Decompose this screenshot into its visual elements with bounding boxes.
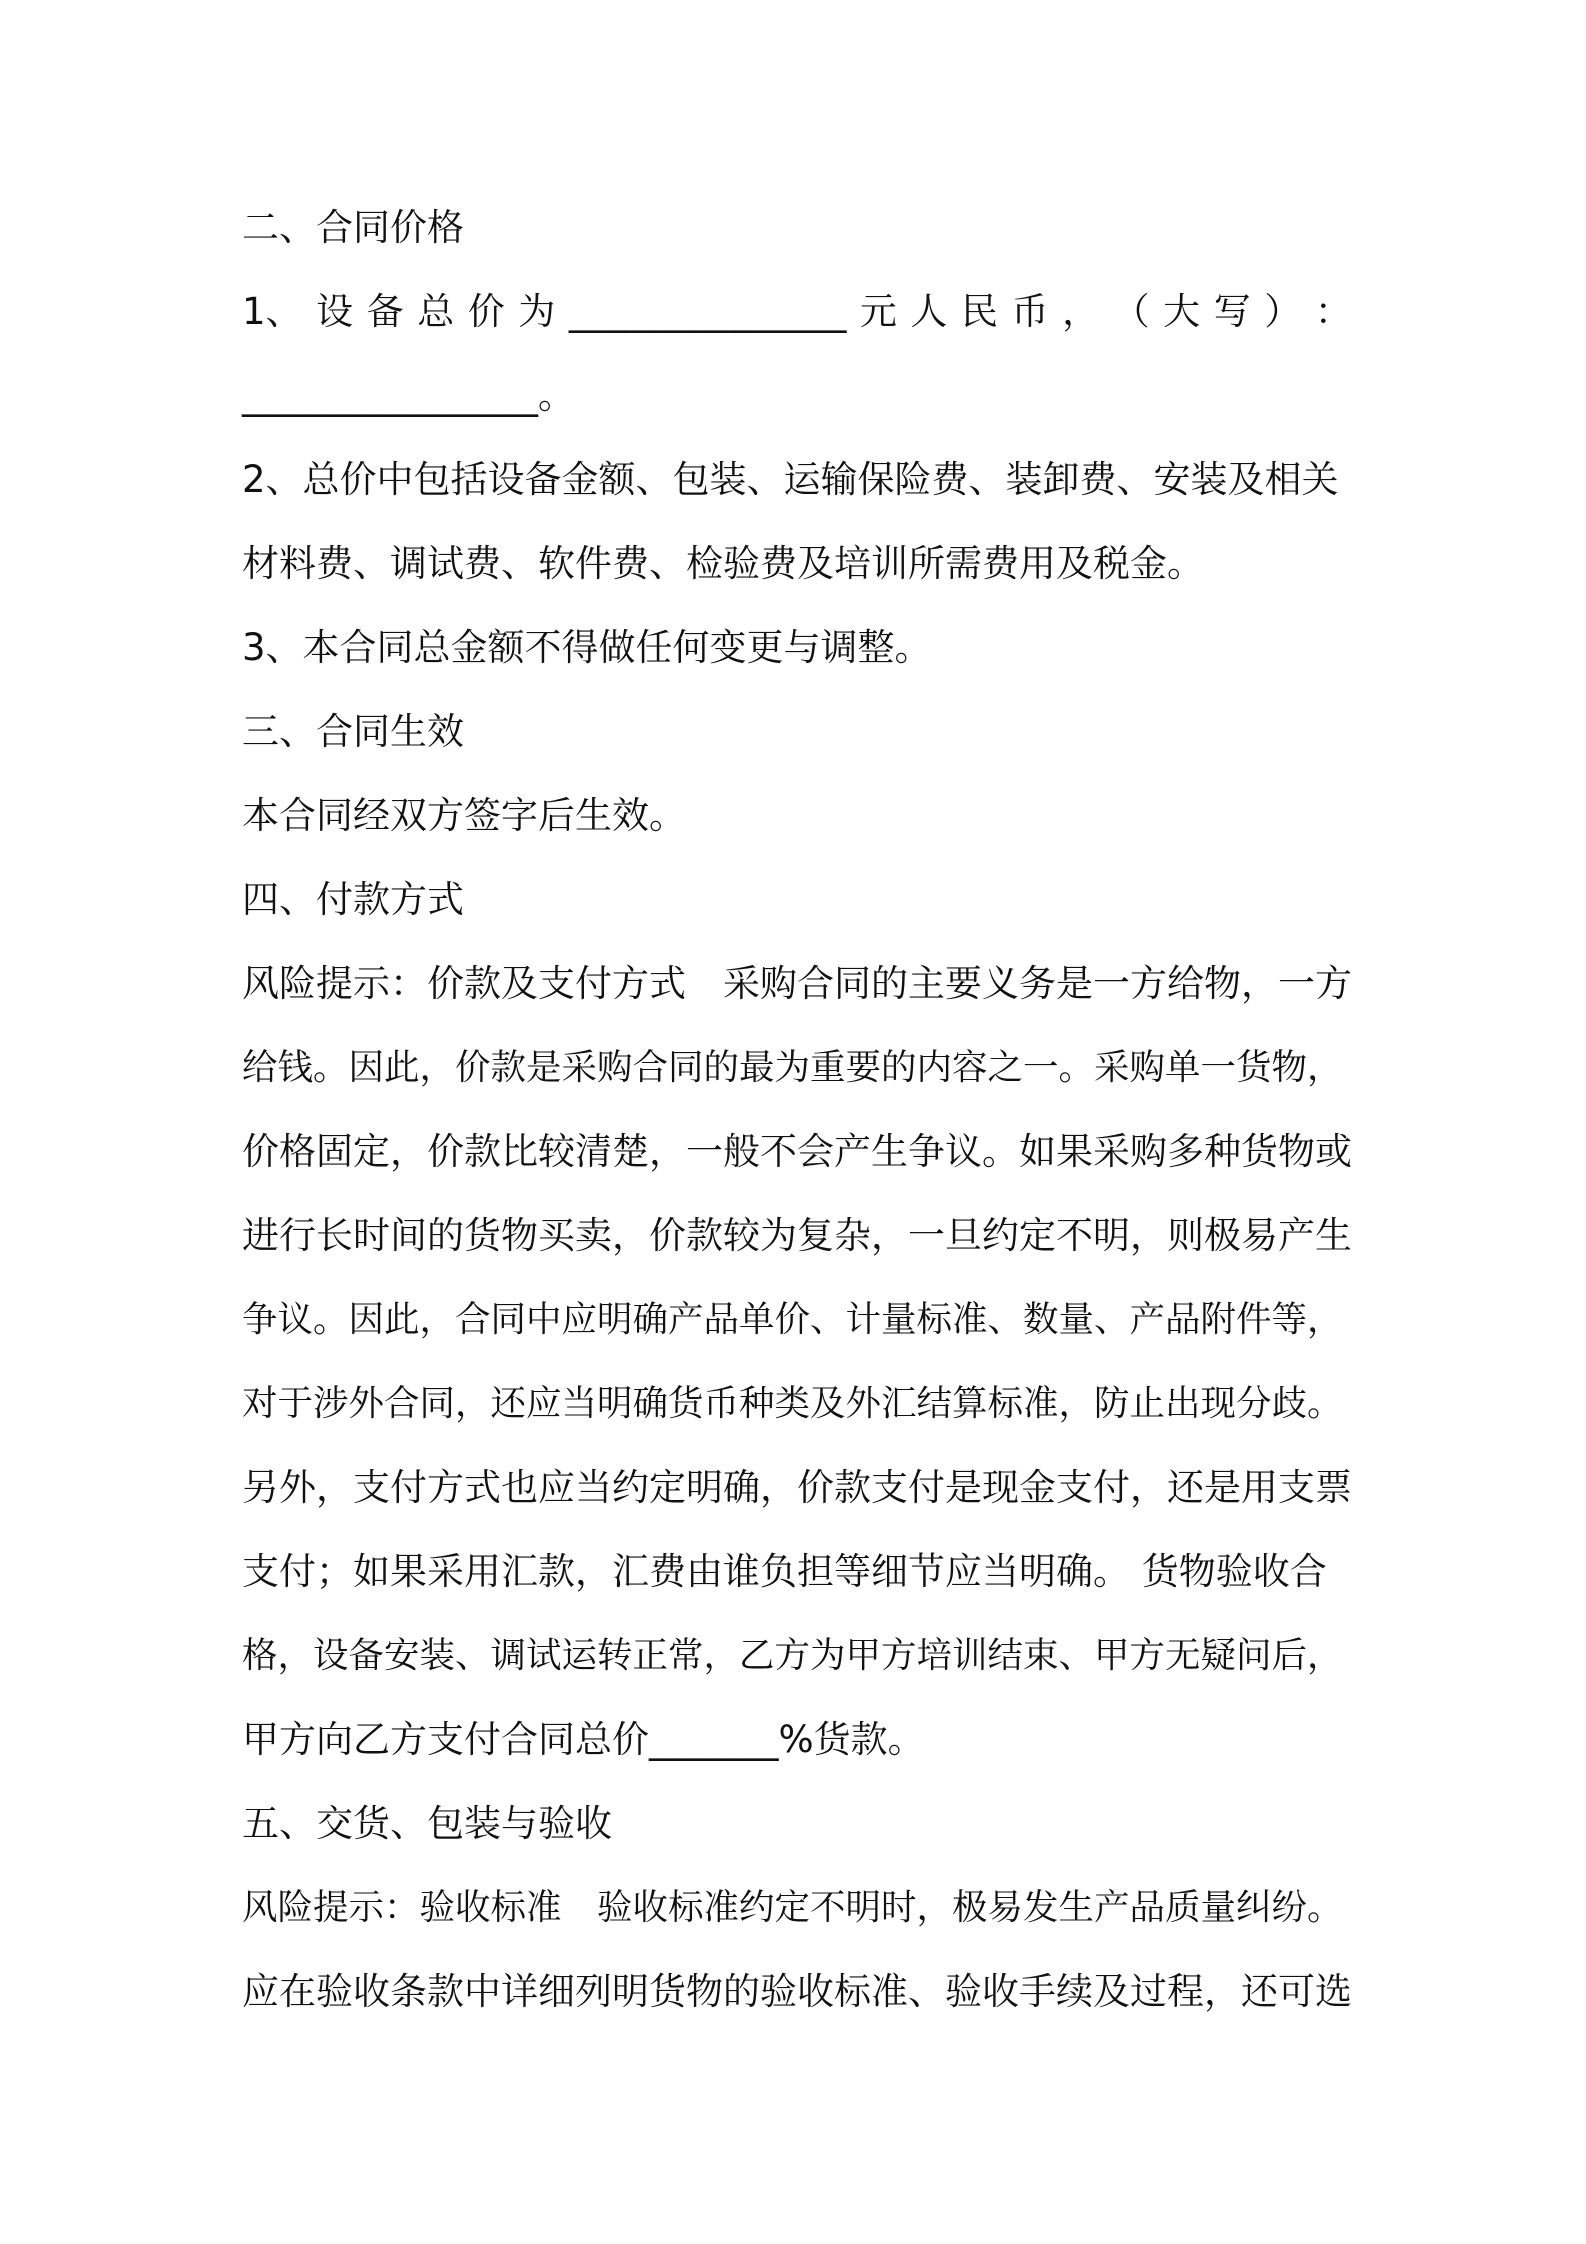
section-heading-contract-price: 二、合同价格 bbox=[242, 206, 464, 249]
text-char: （ bbox=[1112, 290, 1150, 333]
text-char: 人 bbox=[910, 290, 948, 333]
text-char: 备 bbox=[366, 290, 404, 333]
paragraph-line: 对于涉外合同，还应当明确货币种类及外汇结算标准，防止出现分歧。 bbox=[242, 1383, 1343, 1424]
paragraph-line: 另外，支付方式也应当约定明确，价款支付是现金支付，还是用支票 bbox=[242, 1466, 1352, 1509]
text-char: ） bbox=[1264, 290, 1302, 333]
text-char: 大 bbox=[1163, 290, 1201, 333]
text-char: ： bbox=[1314, 290, 1352, 333]
paragraph-line: 材料费、调试费、软件费、检验费及培训所需费用及税金。 bbox=[242, 542, 1204, 585]
text-char: 元 bbox=[859, 290, 897, 333]
paragraph-line: 甲方向乙方支付合同总价_______%货款。 bbox=[242, 1718, 925, 1761]
item-number: 1、 bbox=[242, 290, 303, 333]
paragraph-line: 3、本合同总金额不得做任何变更与调整。 bbox=[242, 626, 932, 669]
text-char: 为 bbox=[518, 290, 556, 333]
paragraph-line: 风险提示：价款及支付方式 采购合同的主要义务是一方给物，一方 bbox=[242, 962, 1352, 1005]
paragraph-line: 支付；如果采用汇款，汇费由谁负担等细节应当明确。 货物验收合 bbox=[242, 1550, 1327, 1593]
text-char: 写 bbox=[1213, 290, 1251, 333]
paragraph-line: 应在验收条款中详细列明货物的验收标准、验收手续及过程，还可选 bbox=[242, 1970, 1352, 2013]
text-char: 设 bbox=[316, 290, 354, 333]
paragraph-line: 2、总价中包括设备金额、包装、运输保险费、装卸费、安装及相关 bbox=[242, 458, 1339, 501]
text-char: 价 bbox=[467, 290, 505, 333]
paragraph-line: 格，设备安装、调试运转正常，乙方为甲方培训结束、甲方无疑问后， bbox=[242, 1635, 1343, 1676]
paragraph-line: 本合同经双方签字后生效。 bbox=[242, 794, 686, 837]
text-char: 民 bbox=[960, 290, 998, 333]
amount-blank: _______________ bbox=[568, 290, 847, 333]
paragraph-line: 争议。因此，合同中应明确产品单价、计量标准、数量、产品附件等， bbox=[242, 1299, 1343, 1340]
paragraph-line: 进行长时间的货物买卖，价款较为复杂，一旦约定不明，则极易产生 bbox=[242, 1214, 1352, 1257]
paragraph-line: 风险提示：验收标准 验收标准约定不明时，极易发生产品质量纠纷。 bbox=[242, 1887, 1343, 1928]
text-char: ， bbox=[1062, 290, 1100, 333]
text-char: 币 bbox=[1011, 290, 1049, 333]
text-char: 总 bbox=[417, 290, 455, 333]
capital-amount-blank: ________________。 bbox=[242, 374, 575, 417]
section-heading-effectiveness: 三、合同生效 bbox=[242, 710, 464, 753]
section-heading-delivery: 五、交货、包装与验收 bbox=[242, 1802, 612, 1845]
section-heading-payment: 四、付款方式 bbox=[242, 878, 464, 921]
total-price-line bbox=[242, 287, 1352, 337]
paragraph-line: 给钱。因此，价款是采购合同的最为重要的内容之一。采购单一货物， bbox=[242, 1047, 1343, 1088]
paragraph-line: 价格固定，价款比较清楚，一般不会产生争议。如果采购多种货物或 bbox=[242, 1130, 1352, 1173]
